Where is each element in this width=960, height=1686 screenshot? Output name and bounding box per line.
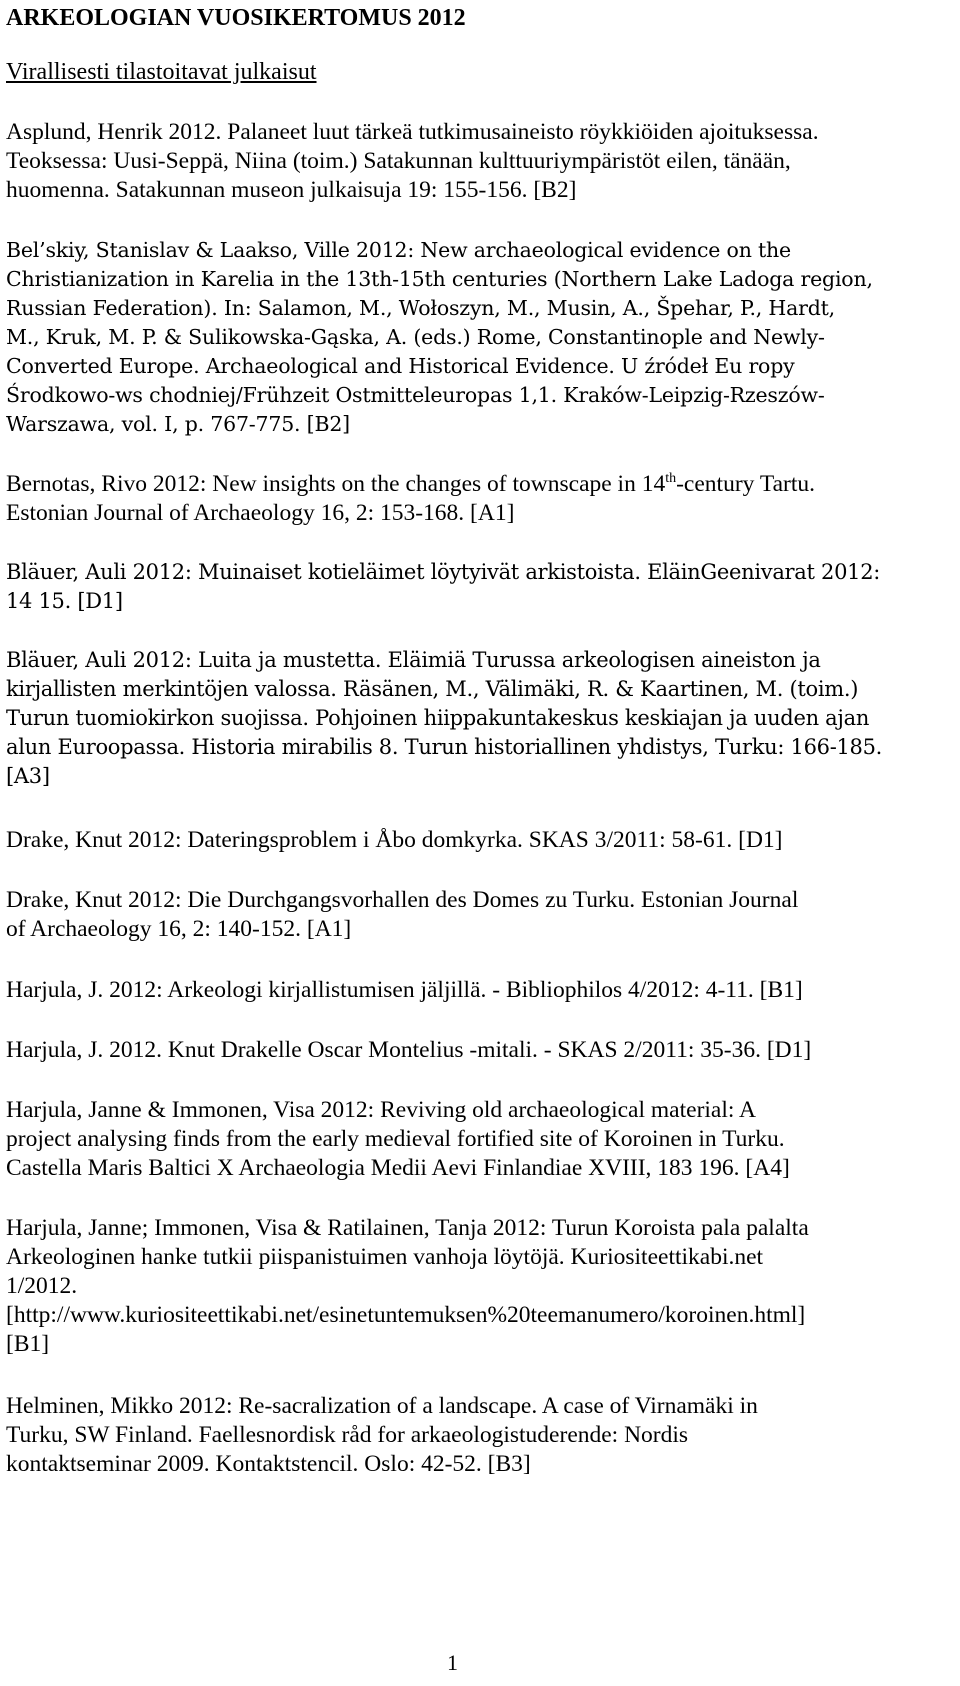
entry-line: Asplund, Henrik 2012. Palaneet luut tärkeä tutkimusaineisto röykkiöiden ajoituksessa. (6, 119, 819, 145)
entry-line: kirjallisten merkintöjen valossa. Räsänen, M., Välimäki, R. & Kaartinen, M. (toim.) (6, 677, 859, 701)
entry-line: Bel’skiy, Stanislav & Laakso, Ville 2012: New archaeological evidence on the (6, 238, 791, 262)
entry-text: -century Tartu. (676, 471, 815, 497)
bibliography-entry (6, 118, 921, 205)
entry-line: 1/2012. (6, 1273, 78, 1299)
entry-line: Środkowo-ws chodniej/Frühzeit Ostmitteleuropas 1,1. Kraków-Leipzig-Rzeszów- (6, 383, 825, 407)
entry-line (6, 470, 921, 499)
entry-line: Harjula, J. 2012. Knut Drakelle Oscar Montelius -mitali. - SKAS 2/2011: 35-36. [D1] (6, 1037, 812, 1063)
entry-line: Harjula, Janne; Immonen, Visa & Ratilainen, Tanja 2012: Turun Koroista pala palalta (6, 1215, 809, 1241)
bibliography-entry (6, 558, 921, 616)
entry-line: kontaktseminar 2009. Kontaktstencil. Oslo: 42-52. [B3] (6, 1451, 531, 1477)
bibliography-entry (6, 470, 921, 528)
entry-line: M., Kruk, M. P. & Sulikowska-Gąska, A. (eds.) Rome, Constantinople and Newly- (6, 325, 825, 349)
bibliography-entry (6, 1214, 921, 1359)
entry-line: Harjula, J. 2012: Arkeologi kirjallistumisen jäljillä. - Bibliophilos 4/2012: 4-11. [B1] (6, 977, 803, 1003)
bibliography-entry (6, 886, 921, 944)
entry-line: [A3] (6, 764, 50, 788)
bibliography-entry (6, 1036, 921, 1065)
entry-line: huomenna. Satakunnan museon julkaisuja 19: 155-156. [B2] (6, 177, 577, 203)
entry-line: Turku, SW Finland. Faellesnordisk råd for arkaeologistuderende: Nordis (6, 1422, 689, 1448)
bibliography-entry (6, 826, 921, 855)
entry-line: Turun tuomiokirkon suojissa. Pohjoinen hiippakuntakeskus keskiajan ja uuden ajan (6, 706, 870, 730)
entry-line: Teoksessa: Uusi-Seppä, Niina (toim.) Satakunnan kulttuuriympäristöt eilen, tänään, (6, 148, 791, 174)
entry-line: 14 15. [D1] (6, 589, 123, 613)
bibliography-entry (6, 1392, 921, 1479)
entry-line: Estonian Journal of Archaeology 16, 2: 153-168. [A1] (6, 500, 515, 526)
entry-line: Helminen, Mikko 2012: Re-sacralization of a landscape. A case of Virnamäki in (6, 1393, 758, 1419)
entry-line: Converted Europe. Archaeological and Historical Evidence. U źródeł Eu ropy (6, 354, 795, 378)
entry-line: Bläuer, Auli 2012: Muinaiset kotieläimet löytyivät arkistoista. EläinGeenivarat 2012: (6, 560, 881, 584)
entry-line: of Archaeology 16, 2: 140-152. [A1] (6, 916, 352, 942)
document-title: ARKEOLOGIAN VUOSIKERTOMUS 2012 (6, 5, 466, 31)
entry-line: Warszawa, vol. I, p. 767-775. [B2] (6, 412, 350, 436)
entry-line: [http://www.kuriositeettikabi.net/esinetuntemuksen%20teemanumero/koroinen.html] (6, 1302, 806, 1328)
entry-line: Castella Maris Baltici X Archaeologia Medii Aevi Finlandiae XVIII, 183 196. [A4] (6, 1155, 790, 1181)
entry-line: Russian Federation). In: Salamon, M., Wołoszyn, M., Musin, A., Špehar, P., Hardt, (6, 296, 835, 320)
entry-line: Christianization in Karelia in the 13th-15th centuries (Northern Lake Ladoga region, (6, 267, 873, 291)
bibliography-entry (6, 976, 921, 1005)
bibliography-entry (6, 236, 921, 439)
entry-line: alun Euroopassa. Historia mirabilis 8. Turun historiallinen yhdistys, Turku: 166-185. (6, 735, 883, 759)
entry-line: [B1] (6, 1331, 50, 1357)
entry-line: Drake, Knut 2012: Dateringsproblem i Åbo domkyrka. SKAS 3/2011: 58-61. [D1] (6, 827, 783, 853)
bibliography-entry (6, 646, 921, 791)
entry-line: Harjula, Janne & Immonen, Visa 2012: Reviving old archaeological material: A (6, 1097, 756, 1123)
entry-line: Drake, Knut 2012: Die Durchgangsvorhallen des Domes zu Turku. Estonian Journal (6, 887, 799, 913)
entry-line: Arkeologinen hanke tutkii piispanistuimen vanhoja löytöjä. Kuriositeettikabi.net (6, 1244, 764, 1270)
page-number: 1 (447, 1650, 458, 1675)
entry-text: Bernotas, Rivo 2012: New insights on the changes of townscape in 14 (6, 471, 666, 497)
bibliography-entry (6, 1096, 921, 1183)
superscript: th (665, 471, 677, 486)
section-subtitle: Virallisesti tilastoitavat julkaisut (6, 59, 317, 85)
entry-line: project analysing finds from the early medieval fortified site of Koroinen in Turku. (6, 1126, 785, 1152)
entry-line: Bläuer, Auli 2012: Luita ja mustetta. Eläimiä Turussa arkeologisen aineiston ja (6, 648, 821, 672)
